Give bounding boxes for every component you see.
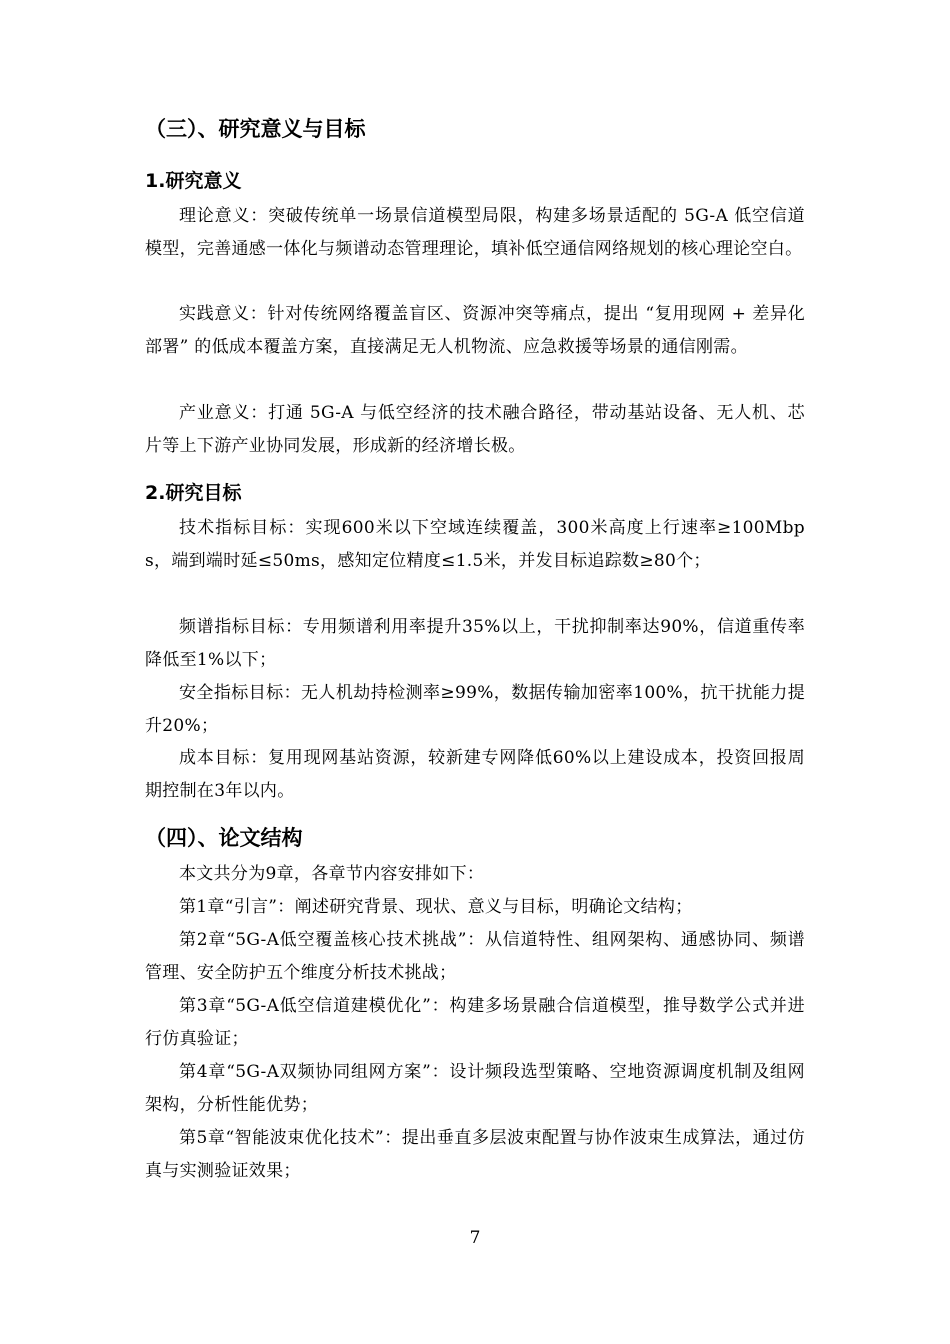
paragraph-chapter-5: 第5章“智能波束优化技术”：提出垂直多层波束配置与协作波束生成算法，通过仿真与实测验证效果； [145, 1128, 805, 1181]
section-title-research-significance-goals: （三）、研究意义与目标 [145, 117, 366, 141]
paragraph-chapter-2: 第2章“5G-A低空覆盖核心技术挑战”：从信道特性、组网架构、通感协同、频谱管理、安全防护五个维度分析技术挑战； [145, 930, 805, 983]
paragraph-chapter-3: 第3章“5G-A低空信道建模优化”：构建多场景融合信道模型，推导数学公式并进行仿真验证； [145, 996, 805, 1049]
subsection-title-research-goals: 2.研究目标 [145, 482, 242, 504]
paragraph-theoretical-significance: 理论意义：突破传统单一场景信道模型局限，构建多场景适配的 5G-A 低空信道模型，完善通感一体化与频谱动态管理理论，填补低空通信网络规划的核心理论空白。 [145, 206, 805, 259]
page-number: 7 [469, 1228, 481, 1248]
paragraph-cost-goals: 成本目标：复用现网基站资源，较新建专网降低60%以上建设成本，投资回报周期控制在3年以内。 [145, 748, 805, 801]
section-title-paper-structure: （四）、论文结构 [145, 826, 303, 850]
paragraph-chapter-4: 第4章“5G-A双频协同组网方案”：设计频段选型策略、空地资源调度机制及组网架构，分析性能优势； [145, 1062, 805, 1115]
paragraph-industrial-significance: 产业意义：打通 5G-A 与低空经济的技术融合路径，带动基站设备、无人机、芯片等上下游产业协同发展，形成新的经济增长极。 [145, 403, 805, 456]
subsection-title-research-significance: 1.研究意义 [145, 170, 242, 192]
paragraph-technical-goals: 技术指标目标：实现600米以下空域连续覆盖，300米高度上行速率≥100Mbps，端到端时延≤50ms，感知定位精度≤1.5米，并发目标追踪数≥80个； [145, 518, 805, 571]
paragraph-spectrum-goals: 频谱指标目标：专用频谱利用率提升35%以上，干扰抑制率达90%，信道重传率降低至1%以下； [145, 617, 805, 670]
paragraph-practical-significance: 实践意义：针对传统网络覆盖盲区、资源冲突等痛点，提出 “复用现网 + 差异化部署” 的低成本覆盖方案，直接满足无人机物流、应急救援等场景的通信刚需。 [145, 304, 805, 357]
paragraph-chapter-1: 第1章“引言”：阐述研究背景、现状、意义与目标，明确论文结构； [179, 897, 693, 917]
paragraph-security-goals: 安全指标目标：无人机劫持检测率≥99%，数据传输加密率100%，抗干扰能力提升20%； [145, 683, 805, 736]
paragraph-structure-intro: 本文共分为9章，各章节内容安排如下： [179, 864, 485, 884]
